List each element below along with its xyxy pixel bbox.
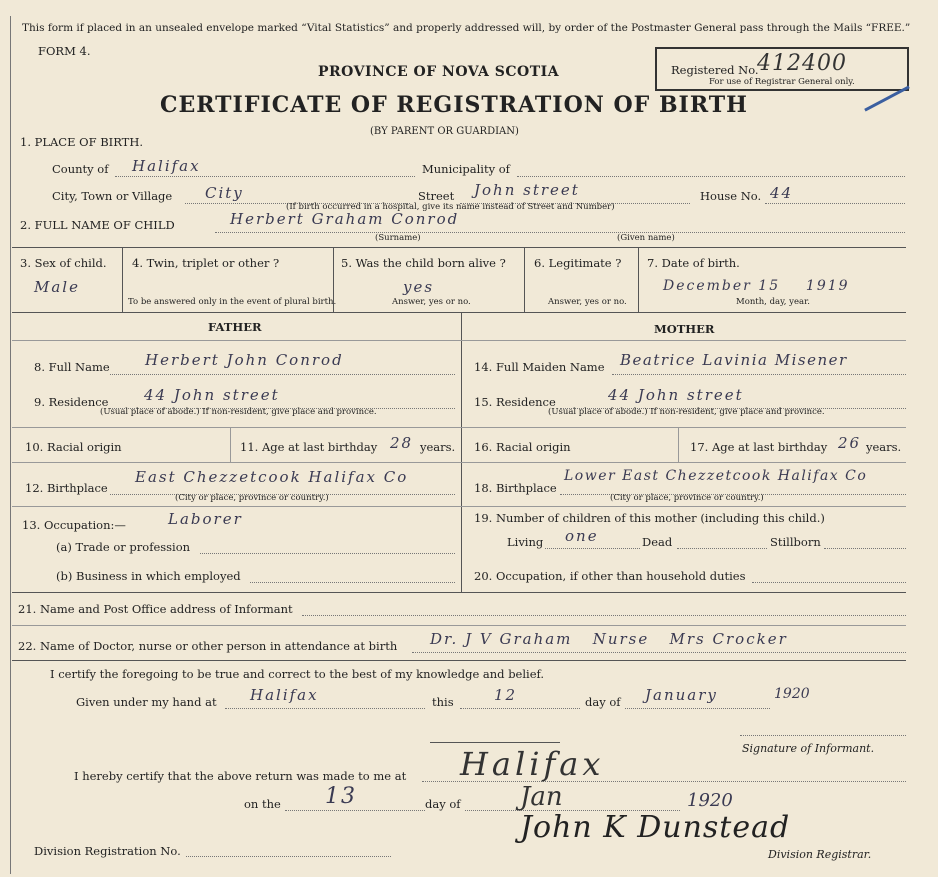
mother-occupation-label: 20. Occupation, if other than household duties [474,569,746,583]
registrar-month-value: Jan [520,782,563,812]
registered-label: Registered No. [671,63,759,77]
father-residence-value: 44 John street [144,386,280,404]
alive-label: 5. Was the child born alive ? [341,256,506,270]
father-age-value: 28 [390,434,414,452]
given-at-label: Given under my hand at [76,695,217,709]
mail-notice: This form if placed in an unsealed envelope marked “Vital Statistics” and properly addressed will, by order of the Postmaster General pass through the Mails “FREE.” [22,22,911,34]
dead-label: Dead [642,535,673,549]
doctor-label: 22. Name of Doctor, nurse or other person in attendance at birth [18,639,398,653]
father-birthplace-value: East Chezzetcook Halifax Co [135,468,409,486]
dob-value: December 15 1919 [663,278,850,294]
street-label: Street [418,189,455,203]
father-residence-note: (Usual place of abode.) If non-resident, give place and province. [100,407,377,417]
house-value: 44 [770,184,794,202]
county-value: Halifax [132,157,201,175]
mother-residence-note: (Usual place of abode.) If non-resident, give place and province. [548,407,825,417]
father-occupation-label: 13. Occupation:— [22,518,126,532]
mother-name-value: Beatrice Lavinia Misener [620,351,848,369]
father-birthplace-note: (City or place, province or country.) [175,493,329,503]
city-label: City, Town or Village [52,189,173,203]
sex-value: Male [34,278,80,296]
mother-age-value: 26 [838,434,862,452]
mother-birthplace-label: 18. Birthplace [474,481,557,495]
given-year-value: 1920 [774,686,810,702]
informant-label: 21. Name and Post Office address of Informant [18,602,293,616]
registrar-year-value: 1920 [687,790,733,811]
mother-years-label: years. [866,440,902,454]
registrar-certify-statement: I hereby certify that the above return was made to me at [74,769,407,783]
father-birthplace-label: 12. Birthplace [25,481,108,495]
father-years-label: years. [420,440,456,454]
father-residence-label: 9. Residence [34,395,109,409]
mother-residence-value: 44 John street [608,386,744,404]
legitimate-label: 6. Legitimate ? [534,256,622,270]
twin-label: 4. Twin, triplet or other ? [132,256,280,270]
given-day-value: 12 [494,686,518,704]
registrar-day-of-label: day of [425,797,461,811]
mother-birthplace-note: (City or place, province or country.) [610,493,764,503]
business-label: (b) Business in which employed [56,569,241,583]
province-heading: PROVINCE OF NOVA SCOTIA [318,64,560,80]
this-label: this [432,695,454,709]
registrar-note: For use of Registrar General only. [709,77,855,87]
day-of-label: day of [585,695,621,709]
dob-label: 7. Date of birth. [647,256,740,270]
form-number: FORM 4. [38,44,91,58]
alive-value: yes [403,278,435,296]
father-occupation-value: Laborer [168,510,243,528]
alive-note: Answer, yes or no. [392,297,471,307]
child-name-label: 2. FULL NAME OF CHILD [20,218,175,232]
division-registration-label: Division Registration No. [34,844,181,858]
certificate-subtitle: (BY PARENT OR GUARDIAN) [370,126,519,137]
trade-label: (a) Trade or profession [56,540,191,554]
twin-note: To be answered only in the event of plural birth. [128,297,337,307]
given-at-value: Halifax [250,686,319,704]
hospital-note: (If birth occurred in a hospital, give its name instead of Street and Number) [286,202,615,212]
county-label: County of [52,162,109,176]
living-value: one [565,527,599,545]
mother-racial-label: 16. Racial origin [474,440,571,454]
mother-name-label: 14. Full Maiden Name [474,360,605,374]
certificate-title: CERTIFICATE OF REGISTRATION OF BIRTH [160,92,748,118]
father-age-label: 11. Age at last birthday [240,440,378,454]
mother-residence-label: 15. Residence [474,395,556,409]
municipality-label: Municipality of [422,162,510,176]
on-the-label: on the [244,797,281,811]
registered-box [655,47,909,91]
registrar-day-value: 13 [325,784,357,809]
registered-number: 412400 [757,51,847,76]
given-name-note: (Given name) [617,233,675,243]
living-label: Living [507,535,544,549]
place-heading: 1. PLACE OF BIRTH. [20,135,144,149]
registrar-signature: John K Dunstead [520,810,791,845]
given-month-value: January [645,686,718,704]
father-heading: FATHER [208,320,262,334]
father-racial-label: 10. Racial origin [25,440,122,454]
registrar-place-value: Halifax [460,745,605,783]
children-count-label: 19. Number of children of this mother (including this child.) [474,511,825,525]
house-label: House No. [700,189,762,203]
city-value: City [205,184,244,202]
informant-signature-label: Signature of Informant. [742,742,875,755]
surname-note: (Surname) [375,233,421,243]
mother-heading: MOTHER [654,322,715,336]
doctor-value: Dr. J V Graham Nurse Mrs Crocker [430,630,788,648]
certify-statement: I certify the foregoing to be true and correct to the best of my knowledge and belief. [50,667,545,681]
child-name-value: Herbert Graham Conrod [230,210,460,228]
dob-note: Month, day, year. [736,297,810,307]
mother-age-label: 17. Age at last birthday [690,440,828,454]
stillborn-label: Stillborn [770,535,821,549]
legitimate-note: Answer, yes or no. [548,297,627,307]
mother-birthplace-value: Lower East Chezzetcook Halifax Co [564,468,868,484]
father-name-value: Herbert John Conrod [145,351,344,369]
sex-label: 3. Sex of child. [20,256,107,270]
division-registrar-label: Division Registrar. [768,848,872,861]
father-name-label: 8. Full Name [34,360,110,374]
street-value: John street [474,181,580,199]
